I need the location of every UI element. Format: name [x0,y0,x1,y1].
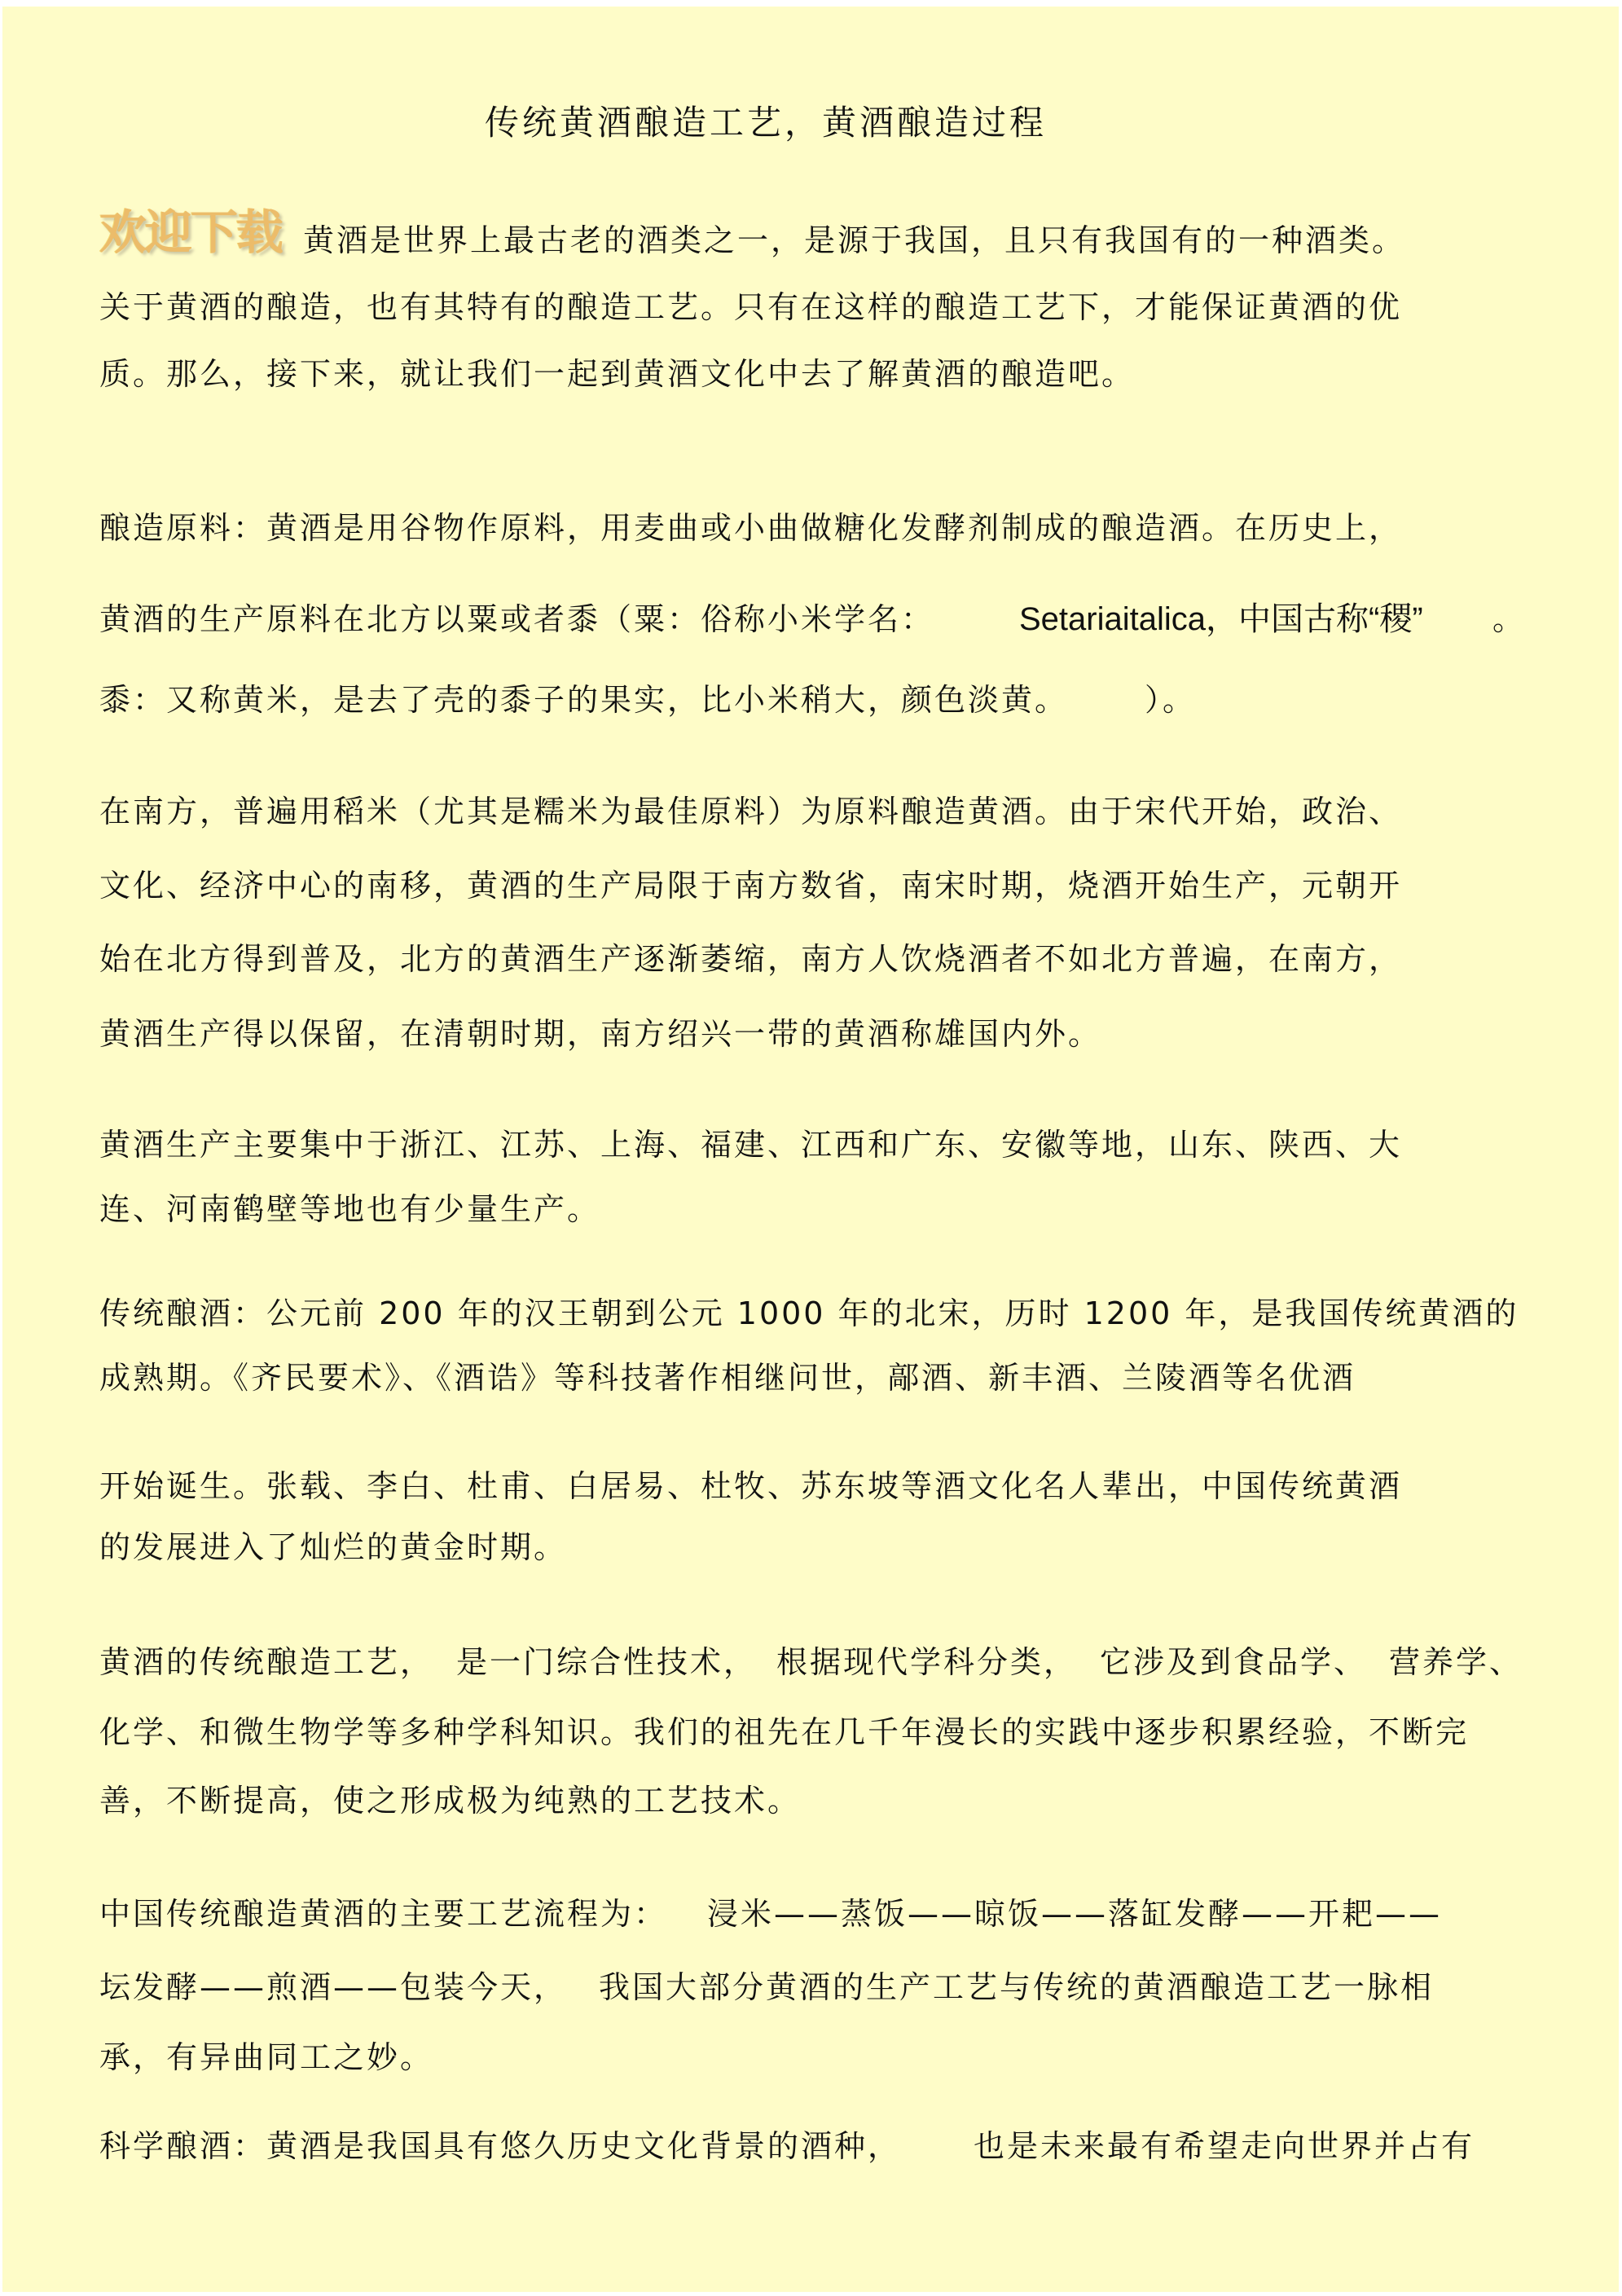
process-line-2a: 坛发酵——煎酒——包装今天， [99,1969,568,2005]
materials-line-3a: 黍：又称黄米，是去了壳的黍子的果实，比小米稍大，颜色淡黄。 [99,682,1069,718]
materials-line-2a: 黄酒的生产原料在北方以粟或者黍（粟：俗称小米学名： [99,601,935,637]
process-line-2b: 我国大部分黄酒的生产工艺与传统的黄酒酿造工艺一脉相 [599,1969,1435,2005]
regions-line-2: 连、河南鹤壁等地也有少量生产。 [99,1191,601,1227]
craft-line-1b: 是一门综合性技术， [456,1644,758,1680]
intro-line-3: 质。那么，接下来，就让我们一起到黄酒文化中去了解黄酒的酿造吧。 [99,356,1136,392]
history-line-4: 的发展进入了灿烂的黄金时期。 [99,1529,568,1565]
science-line-1b: 也是未来最有希望走向世界并占有 [974,2128,1475,2164]
materials-line-1: 酿造原料：黄酒是用谷物作原料，用麦曲或小曲做糖化发酵剂制成的酿造酒。在历史上， [99,510,1403,546]
craft-line-1c: 根据现代学科分类， [776,1644,1078,1680]
process-line-1b: 浸米——蒸饭——晾饭——落缸发酵——开耙—— [707,1896,1443,1932]
process-line-1a: 中国传统酿造黄酒的主要工艺流程为： [99,1896,668,1932]
history-line-3: 开始诞生。张载、李白、杜甫、白居易、杜牧、苏东坡等酒文化名人辈出，中国传统黄酒 [99,1468,1403,1504]
welcome-download-watermark: 欢迎下载 [99,205,283,260]
craft-line-1d: 它涉及到食品学、 [1100,1644,1368,1680]
materials-line-3b: ）。 [1145,682,1197,718]
south-line-2: 文化、经济中心的南移，黄酒的生产局限于南方数省，南宋时期，烧酒开始生产，元朝开 [99,868,1403,904]
craft-line-2: 化学、和微生物学等多种学科知识。我们的祖先在几千年漫长的实践中逐步积累经验，不断完 [99,1714,1470,1750]
craft-line-1e: 营养学、 [1389,1644,1523,1680]
south-line-3: 始在北方得到普及，北方的黄酒生产逐渐萎缩，南方人饮烧酒者不如北方普遍，在南方， [99,941,1403,977]
craft-line-3: 善，不断提高，使之形成极为纯熟的工艺技术。 [99,1783,802,1819]
south-line-4: 黄酒生产得以保留，在清朝时期，南方绍兴一带的黄酒称雄国内外。 [99,1016,1102,1052]
craft-line-1a: 黄酒的传统酿造工艺， [99,1644,434,1680]
materials-line-2c: 。 [1492,601,1527,637]
history-line-2: 成熟期。《齐民要术》、《酒诰》等科技著作相继问世，鄗酒、新丰酒、兰陵酒等名优酒 [99,1360,1356,1396]
process-line-3: 承，有异曲同工之妙。 [99,2039,434,2075]
materials-line-2b: Setariaitalica，中国古称“稷” [1019,601,1423,637]
intro-line-1: 黄酒是世界上最古老的酒类之一，是源于我国，且只有我国有的一种酒类。 [303,222,1406,258]
document-title: 传统黄酒酿造工艺，黄酒酿造过程 [485,103,1048,143]
science-line-1a: 科学酿酒：黄酒是我国具有悠久历史文化背景的酒种， [99,2128,902,2164]
history-line-1: 传统酿酒：公元前 200 年的汉王朝到公元 1000 年的北宋，历时 1200 年，是我国传统黄酒的 [99,1295,1519,1331]
south-line-1: 在南方，普遍用稻米（尤其是糯米为最佳原料）为原料酿造黄酒。由于宋代开始，政治、 [99,794,1403,829]
intro-line-2: 关于黄酒的酿造，也有其特有的酿造工艺。只有在这样的酿造工艺下，才能保证黄酒的优 [99,289,1403,325]
regions-line-1: 黄酒生产主要集中于浙江、江苏、上海、福建、江西和广东、安徽等地，山东、陕西、大 [99,1127,1403,1163]
